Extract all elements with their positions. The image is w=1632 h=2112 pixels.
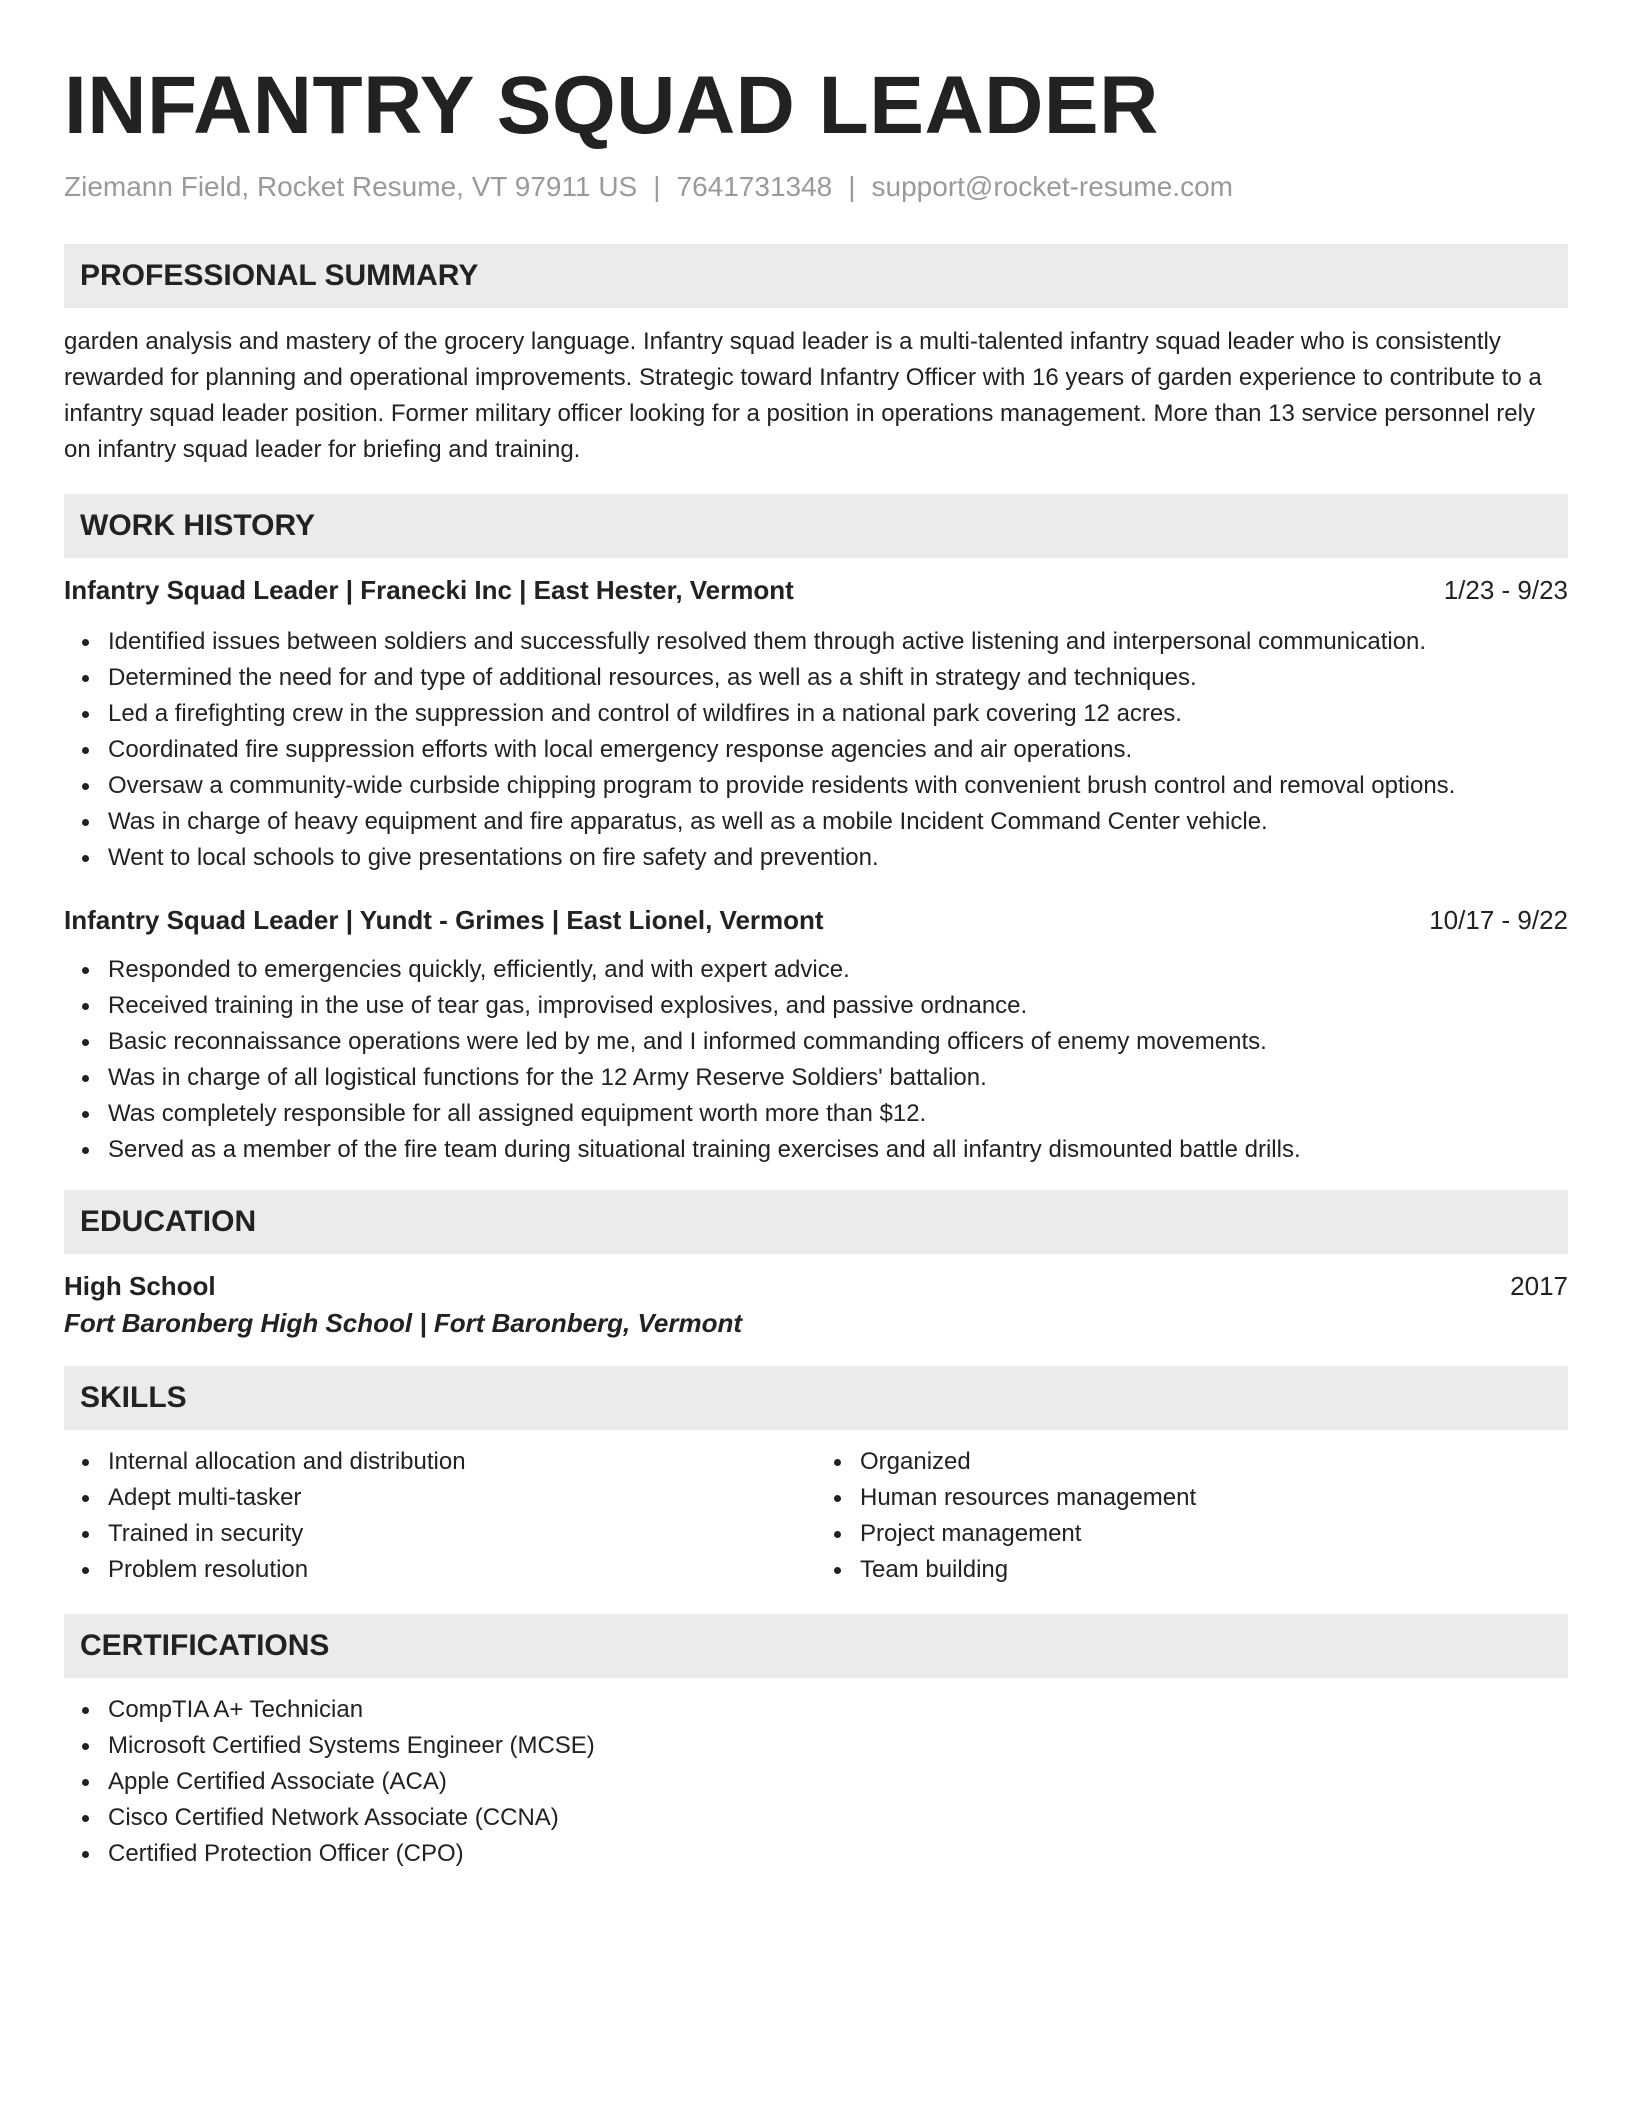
contact-separator: | <box>653 171 661 202</box>
job-entry <box>64 902 1568 1168</box>
certification-item: Apple Certified Associate (ACA) <box>108 1764 1568 1800</box>
skill-item: Adept multi-tasker <box>108 1480 816 1516</box>
skills-grid <box>64 1444 1568 1588</box>
skill-item: Internal allocation and distribution <box>108 1444 816 1480</box>
job-bullet: Responded to emergencies quickly, efficiently, and with expert advice. <box>108 952 1568 988</box>
skill-item: Project management <box>860 1516 1568 1552</box>
contact-line <box>64 170 1568 204</box>
section-heading-summary: PROFESSIONAL SUMMARY <box>64 244 1568 308</box>
skill-item: Organized <box>860 1444 1568 1480</box>
education-degree: High School <box>64 1271 216 1301</box>
job-bullet: Was in charge of heavy equipment and fire apparatus, as well as a mobile Incident Command Center vehicle. <box>108 804 1568 840</box>
job-bullet: Received training in the use of tear gas, improvised explosives, and passive ordnance. <box>108 988 1568 1024</box>
certification-item: Certified Protection Officer (CPO) <box>108 1836 1568 1872</box>
job-bullet: Was in charge of all logistical functions for the 12 Army Reserve Soldiers' battalion. <box>108 1060 1568 1096</box>
certification-item: CompTIA A+ Technician <box>108 1692 1568 1728</box>
contact-separator: | <box>848 171 856 202</box>
job-bullet: Oversaw a community-wide curbside chipping program to provide residents with convenient brush control and removal options. <box>108 768 1568 804</box>
section-heading-education: EDUCATION <box>64 1190 1568 1254</box>
certifications-list <box>64 1692 1568 1872</box>
contact-phone: 7641731348 <box>676 171 833 202</box>
skill-item: Problem resolution <box>108 1552 816 1588</box>
summary-text: garden analysis and mastery of the grocery language. Infantry squad leader is a multi-talented infantry squad leader who is consistently rewarded for planning and operational improvements. Strategic toward Infantry Officer with 16 years of garden experience to contribute to a infantry squad leader position. Former military officer looking for a position in operations management. More than 13 service personnel rely on infantry squad leader for briefing and training. <box>64 328 1542 463</box>
job-bullet: Basic reconnaissance operations were led by me, and I informed commanding officers of enemy movements. <box>108 1024 1568 1060</box>
job-header <box>64 902 1568 938</box>
contact-email: support@rocket-resume.com <box>871 171 1233 202</box>
skills-list <box>816 1444 1568 1588</box>
education-header <box>64 1268 1568 1304</box>
job-bullets <box>64 624 1568 876</box>
skill-item: Human resources management <box>860 1480 1568 1516</box>
job-entry <box>64 572 1568 876</box>
job-bullet: Went to local schools to give presentations on fire safety and prevention. <box>108 840 1568 876</box>
education-year: 2017 <box>1510 1271 1568 1301</box>
certification-item: Cisco Certified Network Associate (CCNA) <box>108 1800 1568 1836</box>
job-bullet: Determined the need for and type of additional resources, as well as a shift in strategy and techniques. <box>108 660 1568 696</box>
certification-item: Microsoft Certified Systems Engineer (MCSE) <box>108 1728 1568 1764</box>
candidate-name: INFANTRY SQUAD LEADER <box>64 60 1159 151</box>
job-bullet: Led a firefighting crew in the suppression and control of wildfires in a national park covering 12 acres. <box>108 696 1568 732</box>
contact-address: Ziemann Field, Rocket Resume, VT 97911 US <box>64 171 638 202</box>
job-bullet: Coordinated fire suppression efforts with local emergency response agencies and air operations. <box>108 732 1568 768</box>
job-dates: 10/17 - 9/22 <box>1429 905 1568 935</box>
job-title: Infantry Squad Leader | Yundt - Grimes | East Lionel, Vermont <box>64 905 824 935</box>
skill-item: Team building <box>860 1552 1568 1588</box>
section-heading-work-history: WORK HISTORY <box>64 494 1568 558</box>
skills-list <box>64 1444 816 1588</box>
job-title: Infantry Squad Leader | Franecki Inc | East Hester, Vermont <box>64 575 794 605</box>
job-header <box>64 572 1568 608</box>
job-bullet: Served as a member of the fire team during situational training exercises and all infantry dismounted battle drills. <box>108 1132 1568 1168</box>
job-bullet: Was completely responsible for all assigned equipment worth more than $12. <box>108 1096 1568 1132</box>
skills-column-left <box>64 1444 816 1588</box>
job-dates: 1/23 - 9/23 <box>1443 575 1568 605</box>
section-heading-certifications: CERTIFICATIONS <box>64 1614 1568 1678</box>
job-bullet: Identified issues between soldiers and successfully resolved them through active listening and interpersonal communication. <box>108 624 1568 660</box>
skills-column-right <box>816 1444 1568 1588</box>
education-school: Fort Baronberg High School | Fort Baronberg, Vermont <box>64 1308 742 1338</box>
skill-item: Trained in security <box>108 1516 816 1552</box>
education-entry <box>64 1268 1568 1342</box>
job-bullets <box>64 952 1568 1168</box>
section-heading-skills: SKILLS <box>64 1366 1568 1430</box>
